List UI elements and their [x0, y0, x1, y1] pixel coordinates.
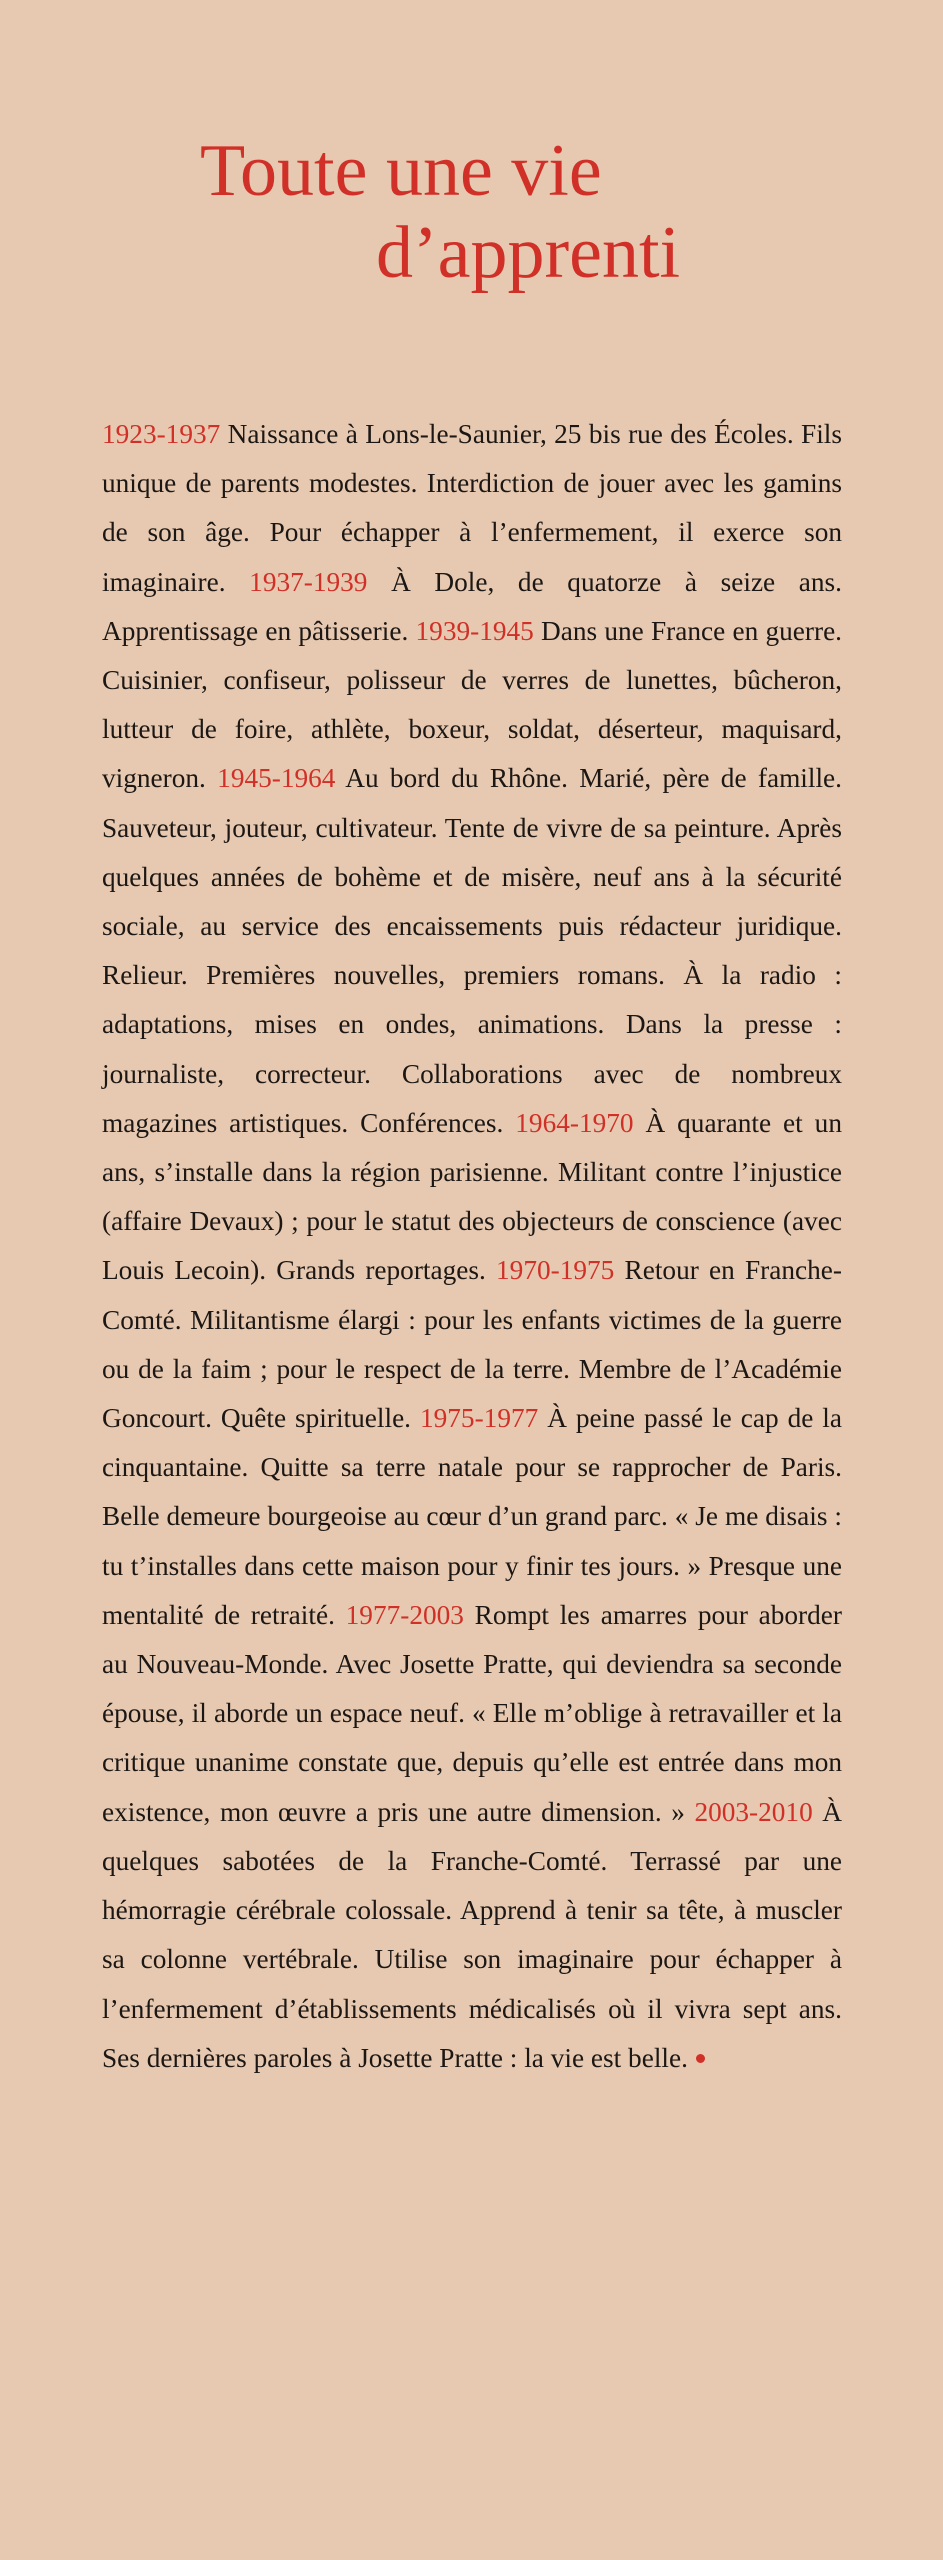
- timeline-entry-text: À Dole, de quatorze à seize ans. Apprentissage en pâtisserie.: [102, 566, 843, 646]
- biography-text: [102, 410, 842, 2083]
- timeline-entry-text: À quarante et un ans, s’installe dans la région parisienne. Militant contre l’injustice (affaire Devaux) ; pour le statut des objecteurs de conscience (avec Louis Lecoin). Grands reportages.: [102, 1107, 842, 1286]
- timeline-year: 1977-2003: [345, 1599, 464, 1630]
- timeline-entry-text: Retour en Franche-Comté. Militantisme élargi : pour les enfants victimes de la guerre ou de la faim ; pour le respect de la terre. Membre de l’Académie Goncourt. Quête spirituelle.: [102, 1255, 842, 1434]
- title-line-2: d’apprenti: [376, 212, 681, 294]
- timeline-year: 1923-1937: [102, 419, 221, 449]
- title-line-1: Toute une vie: [200, 130, 602, 212]
- timeline-year: 1945-1964: [217, 763, 336, 794]
- timeline-year: 1964-1970: [515, 1107, 634, 1138]
- timeline-entry-text: Au bord du Rhône. Marié, père de famille. Sauveteur, jouteur, cultivateur. Tente de vivre de sa peinture. Après quelques années de bohème et de misère, neuf ans à la sécurité sociale, au service des encaissements puis rédacteur juridique. Relieur. Premières nouvelles, premiers romans. À la radio : adaptations, mises en ondes, animations. Dans la presse : journaliste, correcteur. Collaborations avec de nombreux magazines artistiques. Conférences.: [102, 763, 842, 1138]
- timeline-year: 1939-1945: [415, 615, 534, 646]
- timeline-year: 1937-1939: [249, 566, 368, 597]
- timeline-year: 1970-1975: [496, 1255, 615, 1286]
- page-title: [200, 130, 900, 294]
- timeline-entry-text: Naissance à Lons-le-Saunier, 25 bis rue des Écoles. Fils unique de parents modestes. Interdiction de jouer avec les gamins de son âge. Pour échapper à l’enfermement, il exerce son imaginaire.: [102, 419, 843, 597]
- timeline-entry-text: Rompt les amarres pour aborder au Nouveau-Monde. Avec Josette Pratte, qui deviendra sa seconde épouse, il aborde un espace neuf. « Elle m’oblige à retravailler et la critique unanime constate que, depuis qu’elle est entrée dans mon existence, mon œuvre a pris une autre dimension. »: [102, 1599, 842, 1827]
- end-mark-dot: [696, 2054, 705, 2063]
- timeline-entry-text: Dans une France en guerre. Cuisinier, confiseur, polisseur de verres de lunettes, bûcheron, lutteur de foire, athlète, boxeur, soldat, déserteur, maquisard, vigneron.: [102, 615, 843, 794]
- timeline-entry-text: À quelques sabotées de la Franche-Comté. Terrassé par une hémorragie cérébrale colossale. Apprend à tenir sa tête, à muscler sa colonne vertébrale. Utilise son imaginaire pour échapper à l’enfermement d’établissements médicalisés où il vivra sept ans. Ses dernières paroles à Josette Pratte : la vie est belle.: [102, 1796, 843, 2073]
- timeline-year: 2003-2010: [694, 1796, 813, 1827]
- timeline-entry-text: À peine passé le cap de la cinquantaine. Quitte sa terre natale pour se rapprocher de Paris. Belle demeure bourgeoise au cœur d’un grand parc. « Je me disais : tu t’installes dans cette maison pour y finir tes jours. » Presque une mentalité de retraité.: [102, 1403, 842, 1630]
- timeline-year: 1975-1977: [419, 1403, 539, 1434]
